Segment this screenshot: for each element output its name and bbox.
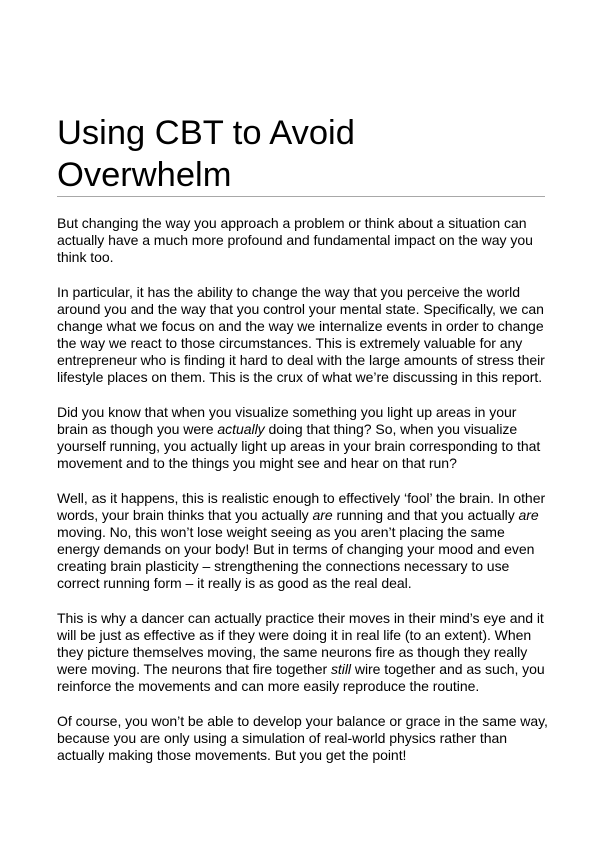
paragraph-5-text-a: This is why a dancer can actually practice their moves in their mind’s eye and it will be just as effective as if they were doing it in real life (to an extent). When they picture themselves moving, the same neurons fire as though they really were moving. The neurons that fire together (57, 610, 544, 677)
title-line-2: Overwhelm (57, 156, 232, 194)
paragraph-4-text-c: moving. No, this won’t lose weight seeing as you aren’t placing the same energy demands on your body! But in terms of changing your mood and even creating brain plasticity – strengthening the connections necessary to use correct running form – it really is as good as the real deal. (57, 524, 535, 591)
paragraph-1: But changing the way you approach a problem or think about a situation can actually have a much more profound and fundamental impact on the way you think too. (57, 215, 533, 265)
paragraph-4-text-b: running and that you actually (332, 507, 519, 523)
paragraph-5-text-b: wire together and as such, you reinforce the movements and can more easily reproduce the routine. (57, 661, 545, 694)
document-body (57, 215, 549, 782)
paragraph-6: Of course, you won’t be able to develop your balance or grace in the same way, because you are only using a simulation of real-world physics rather than actually making those movements. But you get the point! (57, 713, 548, 763)
paragraph-2: In particular, it has the ability to change the way that you perceive the world around you and the way that you control your mental state. Specifically, we can change what we focus on and the way we internalize events in order to change the way we react to those circumstances. This is extremely valuable for any entrepreneur who is finding it hard to deal with the large amounts of stress their lifestyle places on them. This is the crux of what we’re discussing in this report. (57, 284, 545, 385)
paragraph-4-text-a: Well, as it happens, this is realistic enough to effectively ‘fool’ the brain. In other words, your brain thinks that you actually (57, 490, 546, 523)
paragraph-5 (57, 610, 549, 695)
title-line-1: Using CBT to Avoid (57, 114, 355, 152)
paragraph-5-emphasis: still (330, 661, 351, 677)
page-title (57, 112, 547, 196)
paragraph-4 (57, 490, 549, 592)
paragraph-4-emphasis-2: are (518, 507, 539, 523)
paragraph-4-emphasis-1: are (312, 507, 333, 523)
title-divider (57, 196, 545, 197)
paragraph-3-text-b: doing that thing? So, when you visualize yourself running, you actually light up areas in your brain corresponding to that movement and to the things you might see and hear on that run? (57, 421, 541, 471)
paragraph-3-emphasis: actually (217, 421, 265, 437)
paragraph-3-text-a: Did you know that when you visualize something you light up areas in your brain as though you were (57, 404, 517, 437)
paragraph-3 (57, 404, 549, 472)
